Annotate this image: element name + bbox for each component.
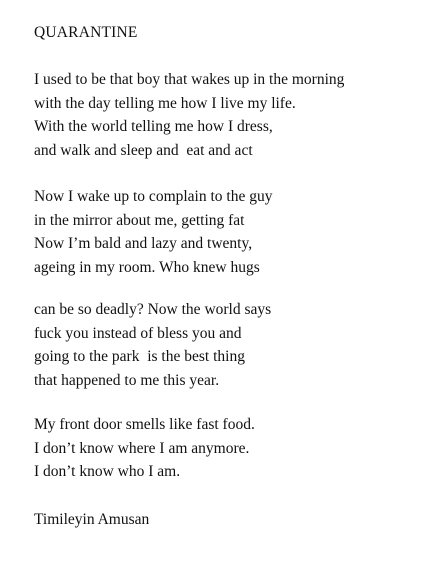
poem-line: With the world telling me how I dress, — [34, 118, 273, 135]
poem-author: Timileyin Amusan — [34, 511, 150, 528]
stanza-1 — [34, 68, 344, 162]
poem-line: ageing in my room. Who knew hugs — [34, 258, 260, 276]
poem-line: I don’t know who I am. — [34, 463, 181, 480]
stanza-2 — [34, 185, 272, 279]
poem-line: Now I’m bald and lazy and twenty, — [34, 235, 253, 252]
poem-line: going to the park is the best thing — [34, 348, 245, 365]
poem-line: My front door smells like fast food. — [34, 416, 255, 433]
poem-line: that happened to me this year. — [34, 371, 220, 389]
poem-line: I used to be that boy that wakes up in the morning — [34, 71, 345, 88]
poem-line: with the day telling me how I live my life. — [34, 94, 296, 112]
poem-line: Now I wake up to complain to the guy — [34, 188, 273, 205]
stanza-3 — [34, 298, 271, 392]
poem-line: and walk and sleep and eat and act — [34, 141, 253, 159]
poem-line: fuck you instead of bless you and — [34, 324, 242, 342]
poem-line: in the mirror about me, getting fat — [34, 211, 245, 229]
poem-line: can be so deadly? Now the world says — [34, 301, 272, 318]
poem-line: I don’t know where I am anymore. — [34, 439, 250, 457]
poem-title: QUARANTINE — [34, 24, 138, 41]
stanza-4 — [34, 413, 255, 484]
